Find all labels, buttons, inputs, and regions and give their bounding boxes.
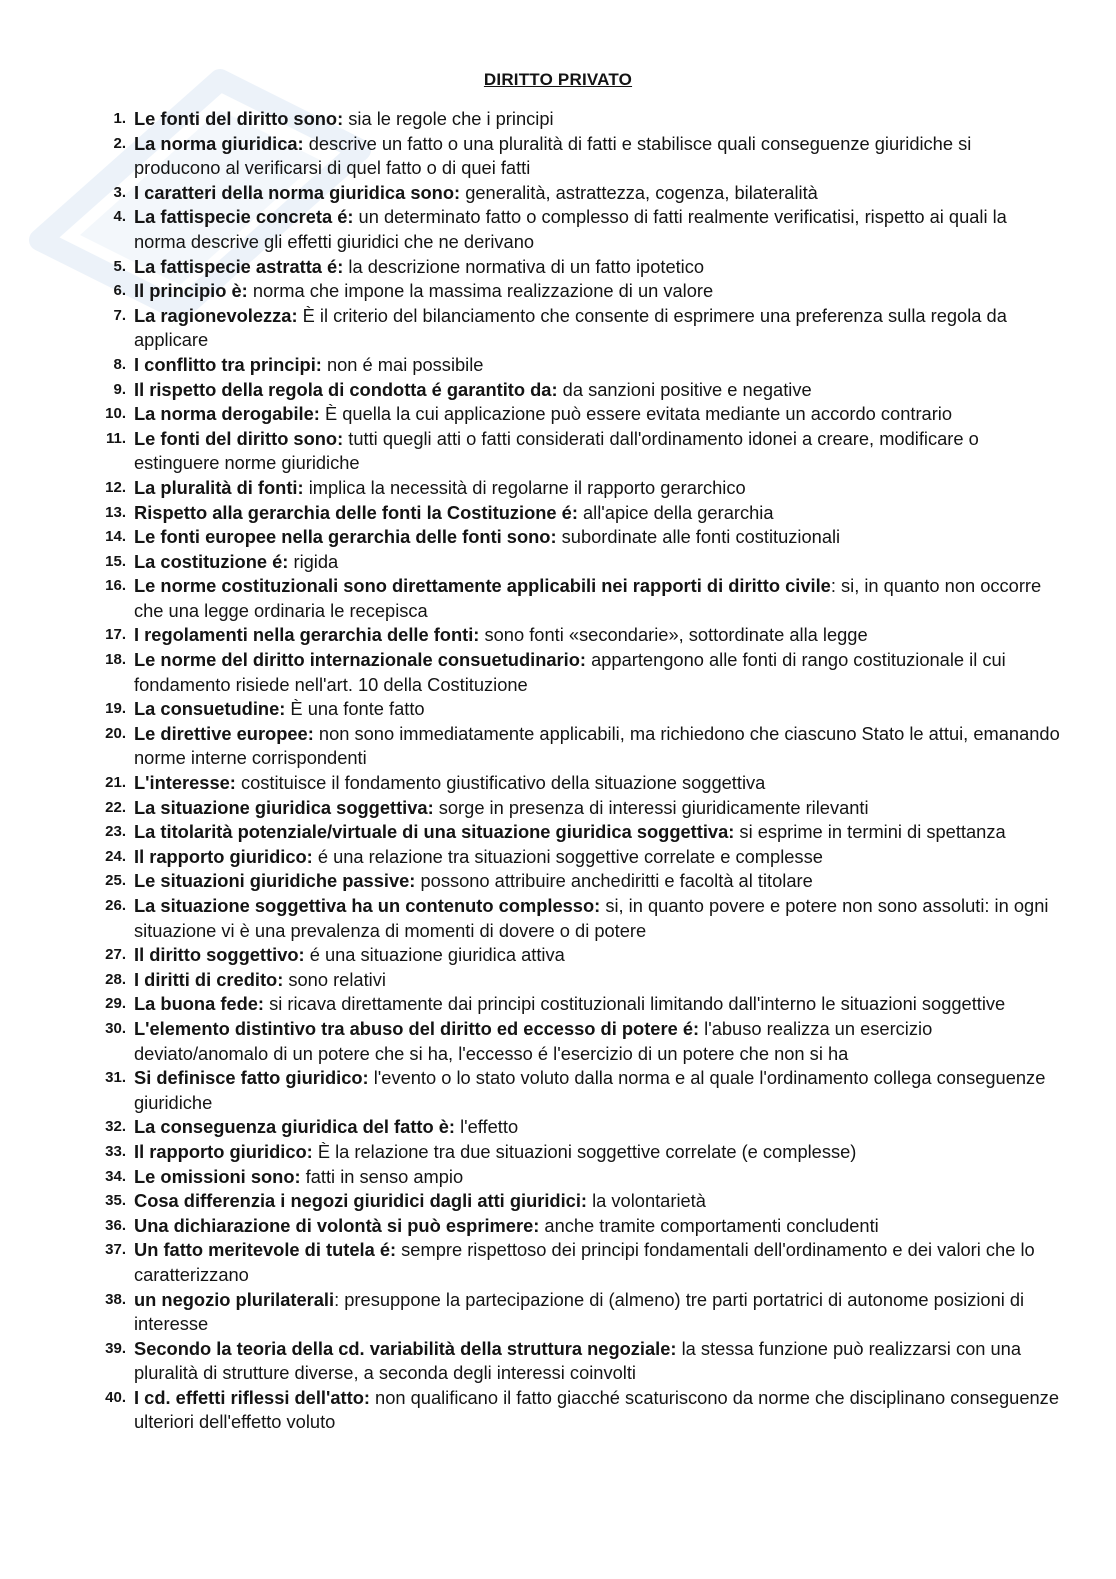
list-item [92,181,1060,206]
item-question: Le fonti del diritto sono: [134,427,344,449]
item-number: 4. [113,208,126,226]
item-question: Le fonti europee nella gerarchia delle fonti sono: [134,526,557,548]
item-question: L'elemento distintivo tra abuso del diritto ed eccesso di potere é: [134,1017,700,1039]
item-answer: sia le regole che i principi [343,108,554,129]
list-item [92,648,1060,697]
item-number: 22. [105,798,126,816]
item-answer: sorge in presenza di interessi giuridicamente rilevanti [433,796,869,818]
item-answer: la volontarietà [587,1190,706,1212]
item-number: 33. [105,1142,126,1160]
item-number: 27. [105,946,126,964]
list-item [92,1189,1060,1214]
item-answer: un determinato fatto o complesso di fatti realmente verificatisi, rispetto ai quali la norma descrive gli effetti giuridici che ne derivano [134,206,1007,252]
list-item [92,992,1060,1017]
item-answer: si esprime in termini di spettanza [734,821,1006,843]
item-question: I caratteri della norma giuridica sono: [134,181,461,203]
item-number: 18. [105,651,126,669]
list-item [92,771,1060,796]
item-number: 31. [105,1069,126,1087]
list-item [92,820,1060,845]
list-item [92,623,1060,648]
item-answer: l'abuso realizza un esercizio deviato/anomalo di un potere che si ha, l'eccesso é l'esercizio di un potere che non si ha [134,1017,933,1064]
item-question: La norma derogabile: [134,403,320,425]
item-number: 26. [105,897,126,914]
item-number: 37. [105,1241,126,1259]
item-number: 24. [105,847,126,865]
item-number: 9. [113,380,126,398]
item-number: 6. [113,282,126,300]
item-number: 10. [105,405,126,423]
item-answer: È la relazione tra due situazioni soggettive correlate (e complesse) [312,1140,857,1162]
item-answer: appartengono alle fonti di rango costituzionale il cui fondamento risiede nell'art. 10 della Costituzione [134,649,1006,695]
list-item [92,1214,1060,1239]
item-answer: é una situazione giuridica attiva [304,944,565,966]
list-item [92,1288,1060,1337]
item-number: 29. [105,995,126,1013]
page-title: DIRITTO PRIVATO [483,70,633,89]
item-number: 39. [105,1339,126,1357]
item-question: I conflitto tra principi: [134,353,322,375]
item-question: Il rapporto giuridico: [134,1140,313,1162]
list-item [92,1165,1060,1190]
item-question: un negozio plurilaterali [134,1288,335,1310]
item-answer: : presuppone la partecipazione di (almeno) tre parti portatrici di autonome posizioni di interesse [134,1288,1025,1335]
item-question: I cd. effetti riflessi dell'atto: [134,1386,370,1408]
item-number: 3. [113,183,126,201]
item-answer: subordinate alle fonti costituzionali [556,526,841,548]
list-item [92,476,1060,501]
list-item [92,574,1060,623]
item-number: 1. [113,110,126,127]
item-answer: tutti quegli atti o fatti considerati dall'ordinamento idonei a creare, modificare o estinguere norme giuridiche [134,427,979,474]
list-item [92,968,1060,993]
item-question: Il principio è: [134,280,248,302]
item-question: L'interesse: [134,772,236,794]
item-answer: la descrizione normativa di un fatto ipotetico [343,255,705,277]
item-answer: possono attribuire anchediritti e facoltà al titolare [415,870,813,892]
item-answer: rigida [288,550,339,572]
list-item [92,525,1060,550]
item-question: Rispetto alla gerarchia delle fonti la Costituzione é: [134,501,578,523]
list-item [92,255,1060,280]
list-item [92,107,1060,132]
list-item [92,697,1060,722]
item-number: 8. [113,355,126,373]
item-question: Il diritto soggettivo: [134,944,305,966]
item-answer: non qualificano il fatto giacché scaturiscono da norme che disciplinano conseguenze ulteriori dell'effetto voluto [134,1386,1059,1433]
item-question: Cosa differenzia i negozi giuridici dagli atti giuridici: [134,1190,588,1212]
item-answer: È il criterio del bilanciamento che consente di esprimere una preferenza sulla regola da applicare [134,304,1007,351]
item-number: 5. [113,257,126,275]
list-item [92,402,1060,427]
item-answer: non é mai possibile [321,353,484,375]
item-number: 30. [105,1019,126,1037]
list-item [92,1140,1060,1165]
list-item [92,894,1060,943]
item-number: 2. [113,134,126,152]
item-answer: sono fonti «secondarie», sottordinate alla legge [479,624,868,646]
item-answer: : si, in quanto non occorre che una legge ordinaria le recepisca [134,575,1042,621]
item-answer: sono relativi [283,968,386,990]
list-item [92,353,1060,378]
item-number: 38. [105,1290,126,1308]
item-number: 19. [105,700,126,718]
list-item [92,869,1060,894]
list-item [92,132,1060,181]
item-number: 12. [105,478,126,496]
item-question: La fattispecie astratta é: [134,255,344,277]
item-number: 23. [105,823,126,841]
item-number: 17. [105,626,126,644]
item-number: 35. [105,1192,126,1210]
item-answer: si, in quanto povere e potere non sono assoluti: in ogni situazione vi è una prevalenza di momenti di dovere o di potere [134,895,1049,941]
list-item [92,1386,1060,1435]
item-question: La conseguenza giuridica del fatto è: [134,1116,455,1138]
list-item [92,279,1060,304]
item-number: 11. [105,429,126,447]
item-number: 20. [105,724,126,742]
item-answer: si ricava direttamente dai principi costituzionali limitando dall'interno le situazioni soggettive [264,993,1006,1015]
item-answer: generalità, astrattezza, cogenza, bilateralità [460,181,818,203]
list-item [92,550,1060,575]
list-item [92,845,1060,870]
list-item [92,427,1060,476]
item-question: La ragionevolezza: [134,304,298,326]
item-number: 34. [105,1167,126,1185]
list-item [92,796,1060,821]
item-question: La consuetudine: [134,698,286,720]
item-answer: implica la necessità di regolarne il rapporto gerarchico [303,476,746,498]
item-number: 32. [105,1118,126,1136]
item-number: 13. [105,503,126,521]
item-answer: fatti in senso ampio [300,1165,464,1187]
item-question: La situazione giuridica soggettiva: [134,796,434,818]
item-number: 28. [105,970,126,988]
item-question: I diritti di credito: [134,968,284,990]
list-item [92,205,1060,254]
item-question: I regolamenti nella gerarchia delle fonti: [134,624,480,646]
item-question: Le omissioni sono: [134,1165,301,1187]
item-question: Un fatto meritevole di tutela é: [134,1239,397,1261]
item-number: 14. [105,528,126,546]
item-number: 16. [105,577,126,595]
item-question: La fattispecie concreta é: [134,206,354,228]
item-answer: la stessa funzione può realizzarsi con una pluralità di strutture diverse, a seconda degli interessi coinvolti [134,1337,1021,1384]
item-answer: é una relazione tra situazioni soggettive correlate e complesse [312,845,823,867]
list-item [92,1337,1060,1386]
item-answer: l'evento o lo stato voluto dalla norma e al quale l'ordinamento collega conseguenze giuridiche [134,1067,1046,1113]
item-answer: non sono immediatamente applicabili, ma richiedono che ciascuno Stato le attui, emanando norme interne corrispondenti [134,722,1060,769]
item-question: Il rapporto giuridico: [134,845,313,867]
list-item [92,378,1060,403]
item-question: La pluralità di fonti: [134,476,304,498]
list-item [92,722,1060,771]
item-answer: all'apice della gerarchia [577,501,774,523]
list-item [92,1238,1060,1287]
list-item [92,943,1060,968]
item-answer: da sanzioni positive e negative [557,378,812,400]
item-answer: l'effetto [455,1116,519,1138]
item-number: 21. [105,774,126,792]
item-question: Le situazioni giuridiche passive: [134,870,416,892]
item-number: 15. [105,552,126,570]
list-item [92,1115,1060,1140]
item-question: Secondo la teoria della cd. variabilità della struttura negoziale: [134,1337,677,1359]
item-question: Le fonti del diritto sono: [134,108,344,129]
question-list [92,107,1060,1435]
item-question: La titolarità potenziale/virtuale di una situazione giuridica soggettiva: [134,821,735,843]
item-question: Si definisce fatto giuridico: [134,1067,369,1089]
item-question: La costituzione é: [134,550,289,572]
item-answer: norma che impone la massima realizzazione di un valore [247,280,714,302]
item-answer: costituisce il fondamento giustificativo della situazione soggettiva [235,772,766,794]
item-question: Le direttive europee: [134,722,314,744]
item-number: 7. [113,306,126,324]
item-question: La situazione soggettiva ha un contenuto complesso: [134,895,601,916]
item-question: Il rispetto della regola di condotta é garantito da: [134,378,558,400]
list-item [92,1066,1060,1115]
list-item [92,501,1060,526]
item-answer: È quella la cui applicazione può essere evitata mediante un accordo contrario [319,403,953,425]
item-number: 36. [105,1216,126,1234]
item-number: 40. [105,1388,126,1406]
item-answer: descrive un fatto o una pluralità di fatti e stabilisce quali conseguenze giuridiche si producono al verificarsi di quel fatto o di quei fatti [134,132,972,179]
item-answer: anche tramite comportamenti concludenti [539,1214,879,1236]
item-question: La norma giuridica: [134,132,304,154]
list-item [92,1017,1060,1066]
list-item [92,304,1060,353]
item-answer: È una fonte fatto [285,698,425,720]
item-question: Le norme costituzionali sono direttamente applicabili nei rapporti di diritto civile [134,575,831,597]
item-number: 25. [105,872,126,890]
item-answer: sempre rispettoso dei principi fondamentali dell'ordinamento e dei valori che lo caratterizzano [134,1239,1035,1285]
item-question: La buona fede: [134,993,265,1015]
item-question: Le norme del diritto internazionale consuetudinario: [134,649,586,671]
item-question: Una dichiarazione di volontà si può esprimere: [134,1214,540,1236]
